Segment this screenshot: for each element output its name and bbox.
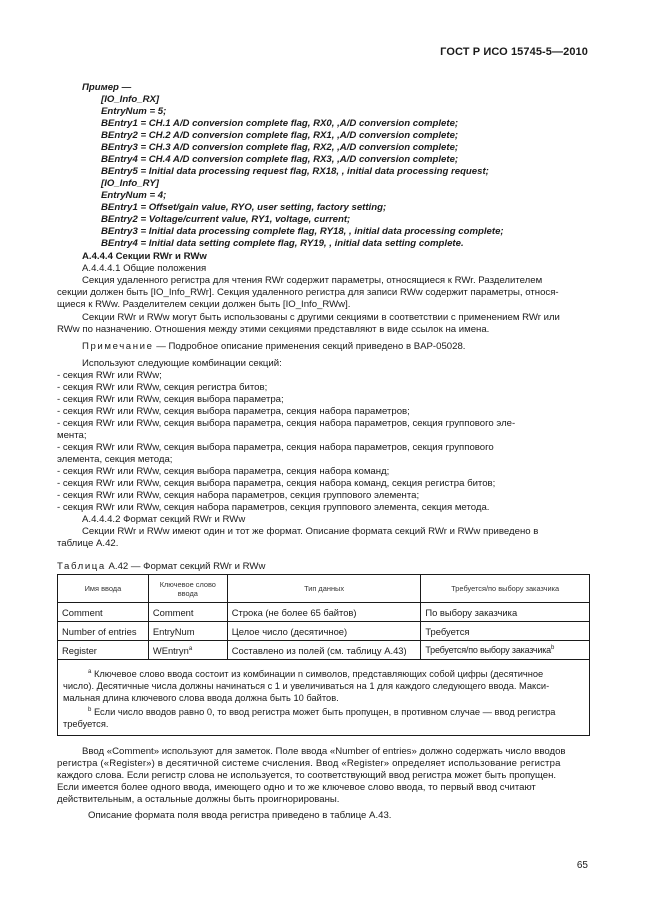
code-line: [IO_Info_RY] <box>101 178 159 189</box>
footnote-text: число). Десятичные числа должны начинаться с 1 и увеличиваться на 1 для каждого следующего ввода. Макси- <box>63 681 550 692</box>
footnote-b-mark: b <box>88 707 92 714</box>
code-line: BEntry4 = CH.4 A/D conversion complete flag, RX3, ,A/D conversion complete; <box>101 154 459 165</box>
table-caption-label: Таблица <box>57 561 106 572</box>
cell-required <box>421 641 590 660</box>
subsection-heading: А.4.4.4.1 Общие положения <box>82 263 207 274</box>
cell-keyword: Comment <box>148 603 227 622</box>
keyword-text: WEntryn <box>152 644 189 656</box>
paragraph-line: действительным, а остальные должны быть проигнорированы. <box>57 794 340 805</box>
footnote-a-mark: a <box>88 669 92 675</box>
cell-required: По выбору заказчика <box>421 603 590 622</box>
page-number: 65 <box>576 860 588 871</box>
subsection-heading: А.4.4.4.2 Формат секций RWr и RWw <box>82 514 246 525</box>
note-line <box>82 341 465 353</box>
cell-entry-name: Number of entries <box>58 622 149 641</box>
cell-data-type: Составлено из полей (см. таблицу А.43) <box>227 641 421 660</box>
code-line: BEntry3 = Initial data processing complete flag, RY18, , initial data processing complete; <box>101 226 504 237</box>
table-footnotes <box>58 660 590 736</box>
footnote-text: требуется. <box>63 719 109 730</box>
paragraph-line: Секция удаленного регистра для чтения RWr содержит параметры, относящиеся к RWr. Разделителем <box>82 275 543 286</box>
cell-data-type: Целое число (десятичное) <box>227 622 421 641</box>
code-line: BEntry1 = CH.1 A/D conversion complete flag, RX0, ,A/D conversion complete; <box>101 118 459 129</box>
table-header-row <box>58 575 590 603</box>
paragraph-line: регистра («Register») в десятичной системе счисления. Ввод «Register» определяет использование регистра <box>57 758 561 769</box>
document-header: ГОСТ Р ИСО 15745-5—2010 <box>440 46 588 58</box>
paragraph-line: каждого слова. Если регистр слова не используется, то соответствующий ввод регистра может быть пропущен. <box>57 770 557 781</box>
cell-required: Требуется <box>421 622 590 641</box>
list-item: - секция RWr или RWw, секция набора параметров, секция группового элемента; <box>57 490 420 501</box>
paragraph-line: секции должен быть [IO_Info_RWr]. Секция удаленного регистра для записи RWw содержит параметры, относя- <box>57 287 559 298</box>
list-item: - секция RWr или RWw, секция выбора параметра, секция набора параметров; <box>57 406 410 417</box>
paragraph-line: Секции RWr и RWw имеют один и тот же формат. Описание формата секций RWr и RWw приведено в <box>82 526 539 537</box>
header-required: Требуется/по выбору заказчика <box>421 575 590 603</box>
list-item: - секция RWr или RWw; <box>57 370 162 381</box>
header-entry-name: Имя ввода <box>58 575 149 603</box>
table-caption <box>57 561 265 573</box>
paragraph-line: таблице А.42. <box>57 538 119 549</box>
table-caption-text: А.42 — Формат секций RWr и RWw <box>108 561 266 572</box>
code-line: EntryNum = 4; <box>101 190 167 201</box>
example-label: Пример — <box>82 82 132 93</box>
required-text: Требуется/по выбору заказчика <box>425 645 551 655</box>
rw-format-table <box>57 574 590 736</box>
code-line: BEntry3 = CH.3 A/D conversion complete flag, RX2, ,A/D conversion complete; <box>101 142 459 153</box>
list-item: - секция RWr или RWw, секция набора параметров, секция группового элемента, секция метода. <box>57 502 490 513</box>
list-item: - секция RWr или RWw, секция выбора параметра; <box>57 394 284 405</box>
note-text: — Подробное описание применения секций приведено в BAP-05028. <box>156 341 466 352</box>
code-line: [IO_Info_RX] <box>101 94 160 105</box>
table-row <box>58 622 590 641</box>
footnote-text: Если число вводов равно 0, то ввод регистра может быть пропущен, в противном случае — ввод регистра <box>93 707 556 718</box>
paragraph-line: Используют следующие комбинации секций: <box>82 358 282 369</box>
code-line: BEntry4 = Initial data setting complete flag, RY19, , initial data setting complete. <box>101 238 464 249</box>
table-row <box>58 641 590 660</box>
list-item: элемента, секция метода; <box>57 454 173 465</box>
footnote-text: мальная длина ключевого слова ввода должна быть 10 байтов. <box>63 693 339 704</box>
header-data-type: Тип данных <box>227 575 421 603</box>
cell-entry-name: Register <box>58 641 149 660</box>
table-footnotes-row <box>58 660 590 736</box>
footnote-ref-b: b <box>550 645 555 651</box>
footnote-text: Ключевое слово ввода состоит из комбинации n символов, представляющих собой цифры (десятичное <box>93 669 544 680</box>
list-item: мента; <box>57 430 87 441</box>
list-item: - секция RWr или RWw, секция выбора параметра, секция набора параметров, секция группового эле- <box>57 418 516 429</box>
paragraph-line: Если имеется более одного ввода, имеющего одно и то же ключевое слово ввода, то первый ввод считают <box>57 782 536 793</box>
footnote-b <box>63 704 584 718</box>
code-line: BEntry2 = Voltage/current value, RY1, voltage, current; <box>101 214 351 225</box>
table-row <box>58 603 590 622</box>
section-heading: А.4.4.4 Секции RWr и RWw <box>82 251 207 262</box>
code-line: EntryNum = 5; <box>101 106 167 117</box>
footnote-a <box>63 666 584 680</box>
list-item: - секция RWr или RWw, секция выбора параметра, секция набора команд, секция регистра битов; <box>57 478 496 489</box>
cell-keyword: EntryNum <box>148 622 227 641</box>
code-line: BEntry5 = Initial data processing request flag, RX18, , initial data processing request; <box>101 166 489 177</box>
cell-entry-name: Comment <box>58 603 149 622</box>
paragraph-line: Ввод «Comment» используют для заметок. Поле ввода «Number of entries» должно содержать число вводов <box>82 746 566 757</box>
header-keyword: Ключевое слово ввода <box>148 575 227 603</box>
paragraph-line: Секции RWr и RWw могут быть использованы с другими секциями в соответствии с применением RWr или <box>82 312 560 323</box>
note-label: Примечание <box>82 341 154 352</box>
cell-keyword <box>148 641 227 660</box>
paragraph-line: RWw по назначению. Отношения между этими секциями представляют в виде ссылок на имена. <box>57 324 490 335</box>
list-item: - секция RWr или RWw, секция выбора параметра, секция набора команд; <box>57 466 390 477</box>
footnote-ref-a: a <box>188 645 193 652</box>
paragraph-line: щиеся к RWw. Разделителем секции должен быть [IO_Info_RWw]. <box>57 299 351 310</box>
paragraph-line: Описание формата поля ввода регистра приведено в таблице А.43. <box>88 810 392 821</box>
list-item: - секция RWr или RWw, секция регистра битов; <box>57 382 268 393</box>
list-item: - секция RWr или RWw, секция выбора параметра, секция набора параметров, секция группового <box>57 442 494 453</box>
code-line: BEntry1 = Offset/gain value, RYO, user setting, factory setting; <box>101 202 387 213</box>
code-line: BEntry2 = CH.2 A/D conversion complete flag, RX1, ,A/D conversion complete; <box>101 130 459 141</box>
cell-data-type: Строка (не более 65 байтов) <box>227 603 421 622</box>
